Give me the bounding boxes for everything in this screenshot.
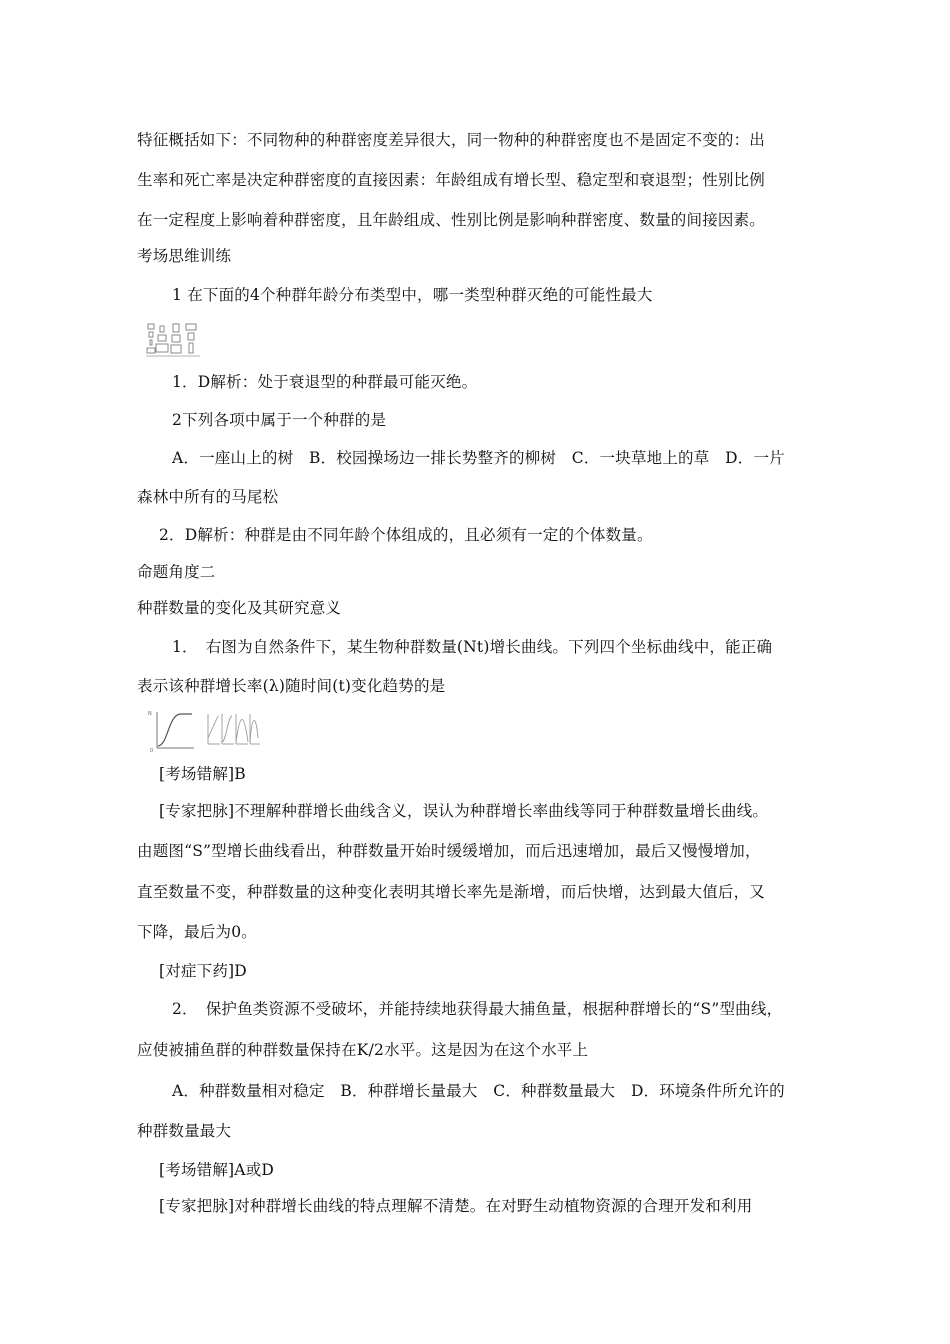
wrong-answer: [考场错解]A或D — [159, 1161, 275, 1179]
options-line: A．一座山上的树 B．校园操场边一排长势整齐的柳树 C．一块草地上的草 D．一片 — [172, 449, 785, 467]
text-line: 表示该种群增长率(λ)随时间(t)变化趋势的是 — [137, 677, 446, 695]
text-line: 由题图“S”型增长曲线看出，种群数量开始时缓缓增加，而后迅速增加，最后又慢慢增加， — [137, 842, 761, 860]
text-line: 特征概括如下：不同物种的种群密度差异很大，同一物种的种群密度也不是固定不变的：出 — [137, 131, 766, 149]
text-line: 应使被捕鱼群的种群数量保持在K/2水平。这是因为在这个水平上 — [137, 1041, 589, 1059]
wrong-answer: [考场错解]B — [159, 765, 246, 783]
origin-label: 0 — [150, 748, 154, 754]
text-line: 森林中所有的马尾松 — [137, 488, 279, 506]
answer-text: 1．D解析：处于衰退型的种群最可能灭绝。 — [172, 373, 478, 391]
question-text: 2． 保护鱼类资源不受破坏，并能持续地获得最大捕鱼量，根据种群增长的“S”型曲线， — [172, 1000, 783, 1018]
y-axis-label: N — [148, 711, 152, 717]
correct-answer: [对症下药]D — [159, 962, 247, 980]
text-line: 在一定程度上影响着种群密度，且年龄组成、性别比例是影响种群密度、数量的间接因素。 — [137, 211, 766, 229]
question-text: 2下列各项中属于一个种群的是 — [172, 411, 387, 429]
expert-analysis: [专家把脉]对种群增长曲线的特点理解不清楚。在对野生动植物资源的合理开发和利用 — [159, 1197, 753, 1215]
text-line: 生率和死亡率是决定种群密度的直接因素：年龄组成有增长型、稳定型和衰退型；性别比例 — [137, 171, 766, 189]
question-text: 1 在下面的4个种群年龄分布类型中，哪一类型种群灭绝的可能性最大 — [172, 286, 653, 304]
answer-text: 2．D解析：种群是由不同年龄个体组成的，且必须有一定的个体数量。 — [159, 526, 653, 544]
section-heading: 命题角度二 — [137, 563, 216, 581]
age-pyramid-figure — [146, 320, 200, 360]
text-line: 种群数量最大 — [137, 1122, 232, 1140]
options-line: A．种群数量相对稳定 B．种群增长量最大 C．种群数量最大 D．环境条件所允许的 — [172, 1082, 785, 1100]
growth-curve-figure — [146, 708, 262, 754]
text-line: 下降，最后为0。 — [137, 923, 257, 941]
text-line: 直至数量不变，种群数量的这种变化表明其增长率先是渐增，而后快增，达到最大值后，又 — [137, 883, 766, 901]
expert-analysis: [专家把脉]不理解种群增长曲线含义，误认为种群增长率曲线等同于种群数量增长曲线。 — [159, 802, 769, 820]
question-text: 1． 右图为自然条件下，某生物种群数量(Nt)增长曲线。下列四个坐标曲线中，能正确 — [172, 638, 773, 656]
section-heading: 种群数量的变化及其研究意义 — [137, 599, 342, 617]
section-heading: 考场思维训练 — [137, 247, 232, 265]
